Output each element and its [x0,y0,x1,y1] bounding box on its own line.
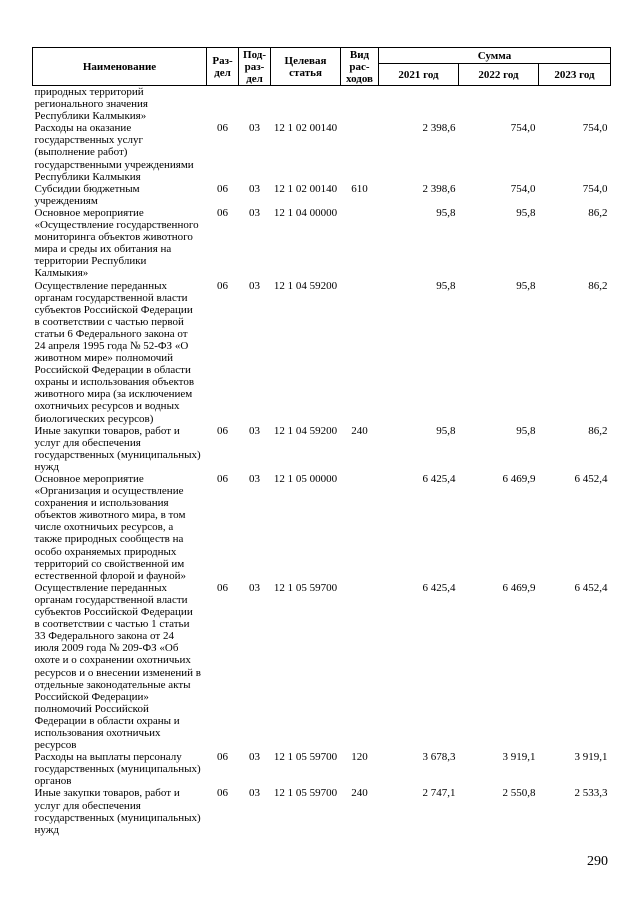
row-target-cell: 12 1 04 59200 [273,424,338,437]
row-razdel-cell [207,86,239,123]
col-header-2023: 2023 год [539,64,611,86]
table-row [33,280,611,425]
row-2021-cell: 95,8 [436,424,456,437]
row-vid-cell [341,86,379,123]
table-row [33,787,611,835]
row-vid-cell [341,280,379,425]
row-vid-cell: 120 [351,751,368,764]
row-vid-cell [341,473,379,582]
row-2021-cell: 3 678,3 [422,751,456,764]
budget-table [32,47,611,836]
row-2021-cell: 2 398,6 [422,122,456,135]
row-2021-cell: 95,8 [436,279,456,292]
row-target-cell [271,86,341,123]
row-2022-cell [459,86,539,123]
row-vid-cell: 610 [351,182,368,195]
row-2023-cell: 86,2 [588,279,608,292]
row-target-cell: 12 1 04 00000 [273,206,338,219]
row-2023-cell [539,86,611,123]
row-2022-cell: 754,0 [510,122,536,135]
row-vid-cell: 240 [351,424,368,437]
row-podrazdel-cell: 03 [249,279,260,292]
row-vid-cell [341,122,379,182]
row-2021-cell: 6 425,4 [422,581,456,594]
row-podrazdel-cell: 03 [249,424,260,437]
row-vid-cell: 240 [351,787,368,800]
row-razdel-cell: 06 [217,751,228,764]
row-target-cell: 12 1 05 59700 [273,751,338,764]
table-row [33,473,611,582]
row-name-cell: Субсидии бюджетным учреждениям [34,182,140,207]
row-2021-cell [379,86,459,123]
row-2023-cell: 6 452,4 [574,473,608,485]
row-2023-cell: 754,0 [582,122,608,135]
row-2021-cell: 2 747,1 [422,787,456,800]
row-name-cell: Основное мероприятие «Осуществление государственного мониторинга объектов животного мира и среды их обитания на территории Республики Калмыкия» [34,206,199,280]
row-target-cell: 12 1 02 00140 [273,122,338,135]
col-header-2021: 2021 год [379,64,459,86]
row-podrazdel-cell: 03 [249,787,260,800]
row-2022-cell: 3 919,1 [502,751,536,764]
col-header-sum: Сумма [379,48,611,64]
table-row [33,207,611,280]
col-header-name: Наименование [33,48,207,86]
row-target-cell: 12 1 05 00000 [273,473,338,485]
row-name-cell: Иные закупки товаров, работ и услуг для обеспечения государственных (муниципальных) нужд [34,424,201,473]
col-header-podrazdel: Под- раз- дел [239,48,271,86]
row-2021-cell: 2 398,6 [422,182,456,195]
row-2022-cell: 95,8 [516,279,536,292]
row-2023-cell: 2 533,3 [574,787,608,800]
row-target-cell: 12 1 04 59200 [273,279,338,292]
row-target-cell: 12 1 05 59700 [273,787,338,800]
row-razdel-cell: 06 [217,787,228,800]
row-razdel-cell: 06 [217,473,228,485]
row-podrazdel-cell: 03 [249,182,260,195]
row-vid-cell [341,207,379,280]
row-target-cell: 12 1 05 59700 [273,581,338,594]
row-2021-cell: 6 425,4 [422,473,456,485]
col-header-2022: 2022 год [459,64,539,86]
table-row [33,122,611,182]
table-row [33,86,611,123]
table-row [33,183,611,207]
row-name-cell: Основное мероприятие «Организация и осуществление сохранения и использования объектов животного мира, в том числе охотничьих ресурсов, а также природных сообществ на особо охраняемых природных территорий со свойственной им естественной флорой и фауной» [34,473,186,582]
row-name-cell: Осуществление переданных органам государственной власти субъектов Российской Федерации в соответствии с частью 1 статьи 33 Федерального закона от 24 июля 2009 года № 209-ФЗ «Об охоте и о сохранении охотничьих ресурсов и о внесении изменений в отдельные законодательные акты Российской Федерации» полномочий Российской Федерации в области охраны и использования охотничьих ресурсов [34,581,201,752]
row-podrazdel-cell: 03 [249,751,260,764]
row-razdel-cell: 06 [217,122,228,135]
col-header-razdel: Раз- дел [207,48,239,86]
row-2023-cell: 86,2 [588,424,608,437]
row-podrazdel-cell: 03 [249,581,260,594]
row-name-cell: Иные закупки товаров, работ и услуг для обеспечения государственных (муниципальных) нужд [34,787,201,836]
row-2023-cell: 6 452,4 [574,581,608,594]
row-podrazdel-cell: 03 [249,206,260,219]
row-razdel-cell: 06 [217,182,228,195]
col-header-vid: Вид рас- ходов [341,48,379,86]
row-2022-cell: 95,8 [516,206,536,219]
table-row [33,425,611,473]
row-name-cell: Расходы на выплаты персоналу государственных (муниципальных) органов [34,751,201,788]
row-target-cell: 12 1 02 00140 [273,182,338,195]
row-2022-cell: 6 469,9 [502,581,536,594]
row-vid-cell [341,582,379,751]
table-body [33,86,611,836]
row-2022-cell: 2 550,8 [502,787,536,800]
row-podrazdel-cell: 03 [249,473,260,485]
table-row [33,751,611,787]
row-razdel-cell: 06 [217,581,228,594]
row-name-cell: природных территорий регионального значения Республики Калмыкия» [34,86,148,123]
row-razdel-cell: 06 [217,279,228,292]
table-row [33,582,611,751]
row-2023-cell: 3 919,1 [574,751,608,764]
row-2022-cell: 95,8 [516,424,536,437]
page-number: 290 [587,854,608,869]
row-2023-cell: 754,0 [582,182,608,195]
row-razdel-cell: 06 [217,424,228,437]
row-2021-cell: 95,8 [436,206,456,219]
row-2022-cell: 754,0 [510,182,536,195]
row-2022-cell: 6 469,9 [502,473,536,485]
row-name-cell: Расходы на оказание государственных услуг (выполнение работ) государственными учреждениями Республики Калмыкия [34,122,194,183]
row-podrazdel-cell [239,86,271,123]
row-2023-cell: 86,2 [588,206,608,219]
row-razdel-cell: 06 [217,206,228,219]
row-podrazdel-cell: 03 [249,122,260,135]
col-header-target: Целевая статья [271,48,341,86]
row-name-cell: Осуществление переданных органам государственной власти субъектов Российской Федерации в соответствии с частью первой статьи 6 Федерального закона от 24 апреля 1995 года № 52-ФЗ «О животном мире» полномочий Российской Федерации в области охраны и использования объектов животного мира (за исключением охотничьих ресурсов и водных биологических ресурсов) [34,279,195,425]
